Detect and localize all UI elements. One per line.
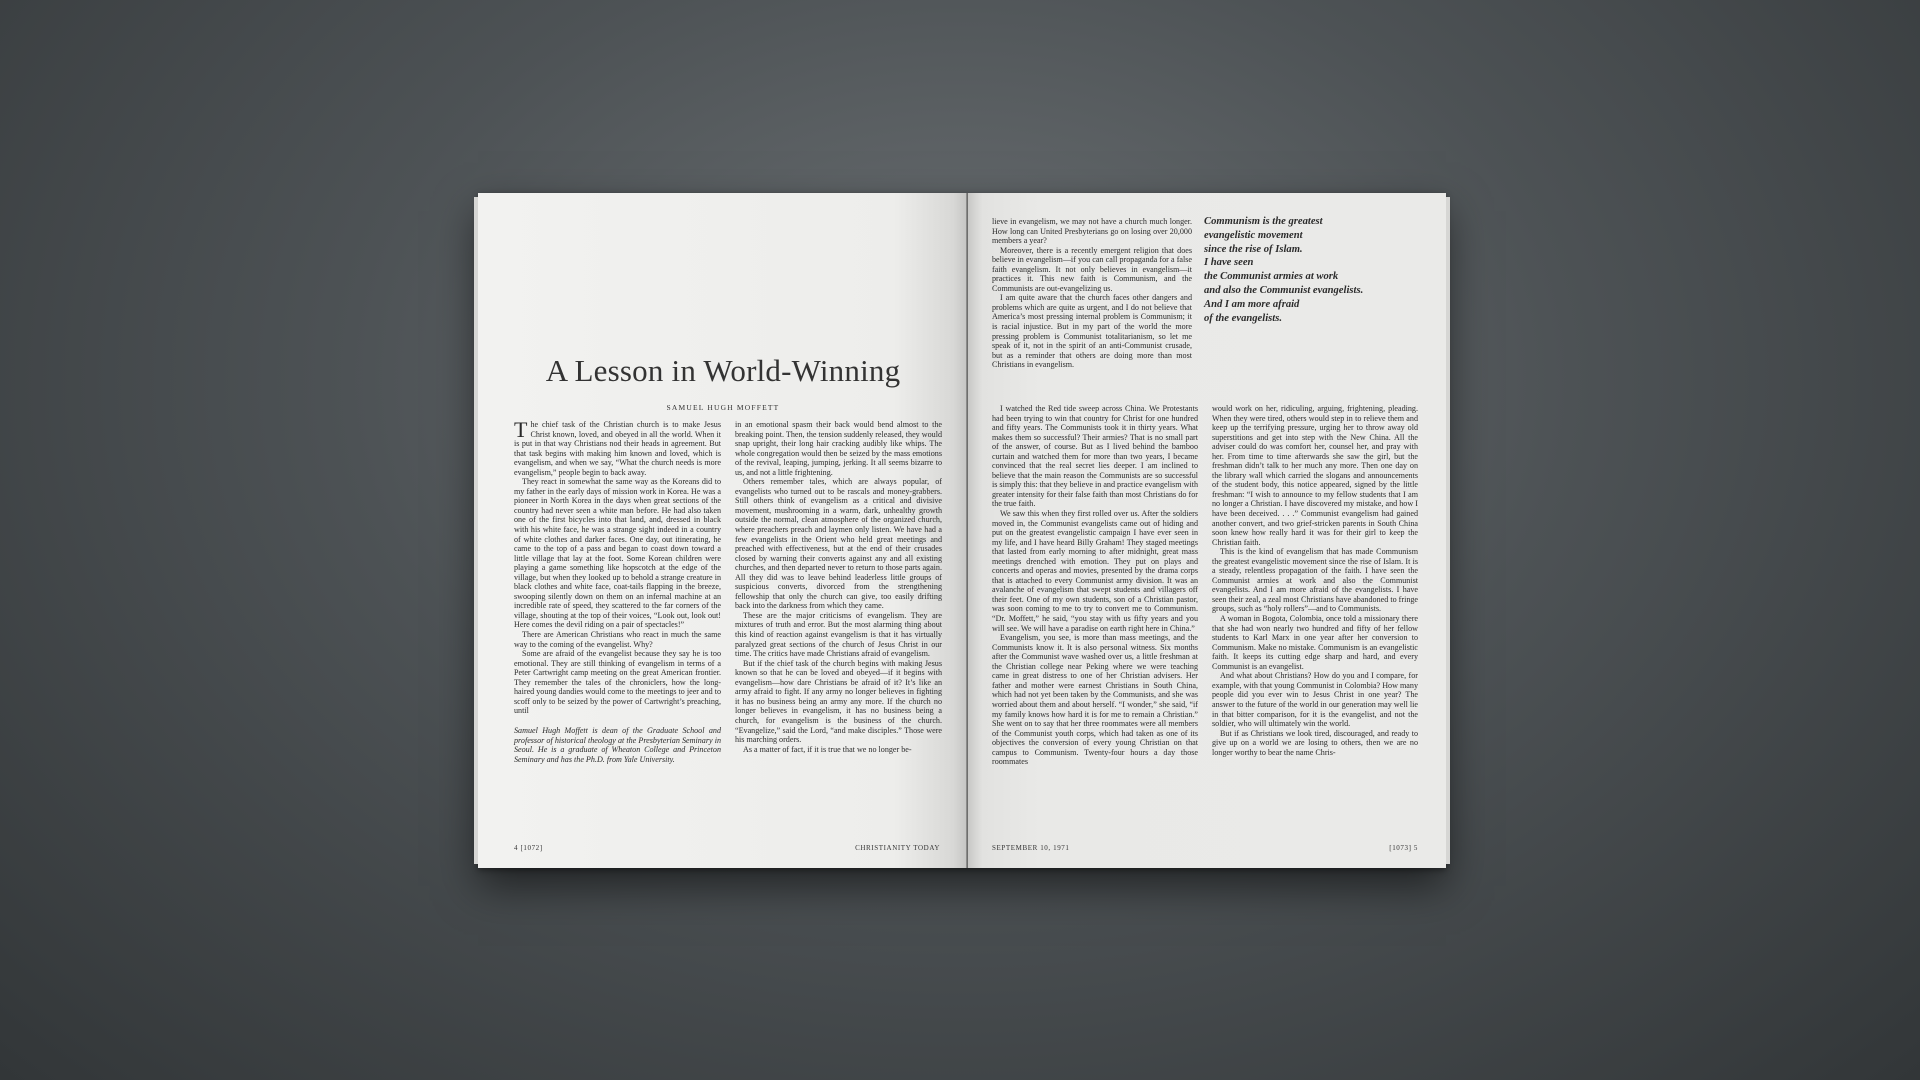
right-top-column	[992, 217, 1192, 370]
author-bio: Samuel Hugh Moffett is dean of the Graduate School and professor of historical theology at the Presbyterian Seminary in Seoul. He is a graduate of Wheaton College and Princeton Seminary and has the Ph.D. from Yale University.	[514, 725, 721, 764]
paragraph: Moreover, there is a recently emergent religion that does believe in evangelism—if you can call propaganda for a false faith evangelism. It not only believes in evangelism—it practices it. This new faith is Communism, and the Communists are out-evangelizing us.	[992, 245, 1192, 293]
paragraph: This is the kind of evangelism that has made Communism the greatest evangelistic movement since the rise of Islam. It is a steady, relentless propagation of the faith. I have seen the Communist armies at work and also the Communist evangelists. And I am more afraid of the evangelists. I have seen their zeal, a zeal most Christians have abandoned to fringe groups, such as “holy rollers”—and to Communists.	[1212, 547, 1418, 614]
paragraph: And what about Christians? How do you and I compare, for example, with that young Communist in Colombia? How many people did you ever win to Jesus Christ in one year? The answer to the future of the world in our generation may well lie in that bitter comparison, for it is the evangelist, and not the soldier, who will ultimately win the world.	[1212, 671, 1418, 729]
paragraph: I watched the Red tide sweep across China. We Protestants had been trying to win that country for Christ for one hundred and fifty years. The Communists took it in thirty years. What makes them so successful? Their armies? That is no small part of the answer, of course. But as I lived behind the bamboo curtain and watched them for more than two years, I became convinced that the real secret lies deeper. I am inclined to believe that the main reason the Communists are so successful is simply this: that they believe in and practice evangelism with greater intensity for their false faith than most Christians do for the true faith.	[992, 404, 1198, 509]
pull-quote-line: evangelistic movement	[1204, 229, 1303, 241]
paragraph: A woman in Bogota, Colombia, once told a missionary there that she had won nearly two hundred and fifty of her fellow students to Karl Marx in one year after her conversion to Communism. Make no mistake. Communism is an evangelistic faith. It keeps its cutting edge sharp and hard, and every Communist is an evangelist.	[1212, 614, 1418, 671]
page-edge-right	[1446, 197, 1450, 864]
pull-quote-line: of the evangelists.	[1204, 312, 1282, 324]
pull-quote-line: I have seen	[1204, 257, 1254, 269]
paragraph: There are American Christians who react in much the same way to the coming of the evangelist. Why?	[514, 630, 721, 649]
page-number-left: 4 [1072]	[514, 844, 543, 852]
magazine-name: CHRISTIANITY TODAY	[855, 844, 940, 852]
paragraph: Evangelism, you see, is more than mass meetings, and the Communists know it. It is also personal witness. Six months after the Communist wave washed over us, a little freshman at the Christian college near Peking where we were teaching came in great distress to one of her Christian advisers. Her father and mother were earnest Christians in South China, which had not yet been taken by the Communists, and she was worried about them and about herself. “I wonder,” she said, “if my family knows how hard it is for me to remain a Christian.” She went on to say that her three roommates were all members of the Communist youth corps, which had taken as one of its objectives the conversion of every young Christian on that campus to Communism. Twenty-four hours a day those roommates	[992, 633, 1198, 767]
paragraph: I am quite aware that the church faces other dangers and problems which are quite as urgent, and I do not believe that America’s most pressing internal problem is Communism; it is racial injustice. But in my part of the world the more pressing problem is Communist totalitarianism, so let me speak of it, not in the spirit of an anti-Communist crusade, but as a reminder that others are doing more than most Christians in evangelism.	[992, 293, 1192, 370]
pull-quote-line: Communism is the greatest	[1204, 216, 1323, 227]
drop-cap: T	[514, 417, 528, 442]
right-column-2	[1212, 404, 1418, 767]
article-byline: SAMUEL HUGH MOFFETT	[666, 403, 780, 412]
paragraph: lieve in evangelism, we may not have a church much longer. How long can United Presbyterians go on losing over 20,000 members a year?	[992, 217, 1192, 246]
paragraph: But if the chief task of the church begins with making Jesus known so that he can be loved and obeyed—if it begins with evangelism—how dare Christians be afraid of it? It’s like an army afraid to fight. If any army no longer believes in fighting it has no business being an army any more. If the church no longer believes in evangelism, it has no business being a church, for evangelism is the business of the church. “Evangelize,” said the Lord, “and make disciples.” Those were his marching orders.	[735, 658, 942, 745]
left-columns	[514, 417, 942, 764]
left-column-2	[735, 420, 942, 764]
paragraph: Some are afraid of the evangelist because they say he is too emotional. They are still thinking of evangelism in terms of a Peter Cartwright camp meeting on the great American frontier. They remember the tales of the chroniclers, how the long-haired young dandies would come to the meetings to jeer and to scoff only to be seized by the power of Cartwright’s preaching, until	[514, 649, 722, 716]
paragraph: The chief task of the Christian church is to make Jesus Christ known, loved, and obeyed in all the world. When it is put in that way Christians nod their heads in agreement. But that task begins with making him known and loved, which is evangelism, and when we say, “What the church needs is more evangelism,” people begin to back away.	[514, 417, 721, 477]
paragraph: But if as Christians we look tired, discouraged, and ready to give up on a world we are losing to others, then we are no longer worthy to bear the name Chris-	[1212, 728, 1418, 757]
paragraph: in an emotional spasm their back would bend almost to the breaking point. Then, the tension suddenly released, they would snap upright, their long hair cracking audibly like whips. The whole congregation would then be seized by the mass emotions of the revival, leaping, jumping, jerking. It all seems bizarre to us, and not a little frightening.	[735, 420, 942, 477]
magazine-spread	[478, 193, 1446, 868]
pull-quote-line: And I am more afraid	[1204, 298, 1300, 310]
paragraph: These are the major criticisms of evangelism. They are mixtures of truth and error. But the most alarming thing about this kind of reaction against evangelism is that it has virtually paralyzed great sections of the church of Jesus Christ in our time. The critics have made Christians afraid of evangelism.	[735, 610, 942, 659]
right-page	[968, 193, 1446, 868]
paragraph: Others remember tales, which are always popular, of evangelists who turned out to be rascals and money-grabbers. Still others think of evangelism as a critical and divisive movement, mushrooming in a warm, dark, unhealthy growth outside the normal, clean atmosphere of the organized church, where preachers preach and laymen only listen. We have had a few evangelists in the Orient who held great meetings and preached with effectiveness, but at the end of their crusades closed by warning their converts against any and all existing churches, and then departed never to return to those parts again. All they did was to leave behind leaderless little groups of suspicious converts, divorced from the strengthening fellowship that only the church can give, too easily drifting back into the darkness from which they came.	[735, 477, 942, 611]
pull-quote-line: and also the Communist evangelists.	[1204, 284, 1364, 296]
right-column-1	[992, 404, 1198, 767]
pull-quote-line: since the rise of Islam.	[1204, 243, 1303, 255]
paragraph: They react in somewhat the same way as the Koreans did to my father in the early days of mission work in Korea. He was a pioneer in North Korea in the days when great sections of the country had never seen a white man before. He had also taken one of the first bicycles into that land, and, dressed in black with his white face, he was a strange sight indeed in a country of white clothes and darker faces. One day, out itinerating, he came to the top of a pass and began to coast down toward a little village that lay at the foot. Some Korean children were playing a game something like hopscotch at the edge of the village, but when they looked up to behold a strange creature in black clothes and white face, coat-tails flapping in the breeze, swooping silently down on them on an infernal machine at an incredible rate of speed, they scattered to the far corners of the village, shouting at the top of their voices, “Look out, look out! Here comes the devil riding on a pair of spectacles!”	[514, 477, 721, 630]
page-number-right: [1073] 5	[1389, 844, 1418, 852]
pull-quote	[1204, 215, 1404, 325]
paragraph: would work on her, ridiculing, arguing, frightening, pleading. When they were tired, others would step in to relieve them and keep up the terrifying pressure, urging her to throw away old superstitions and get into step with the New China. All the adviser could do was comfort her, counsel her, and pray with her. From time to time afterwards she saw the girl, but the freshman didn’t talk to her much any more. Then one day on the library wall which carried the slogans and announcements of the student body, this notice appeared, signed by the little freshman: “I wish to announce to my fellow students that I am no longer a Christian. I have discovered my mistake, and how I have been deceived. . . .” Communist evangelism had gained another convert, and two grief-stricken parents in South China soon knew how really hard it was for their girl to keep the Christian faith.	[1212, 404, 1418, 547]
left-page	[478, 193, 968, 868]
pull-quote-line: the Communist armies at work	[1204, 271, 1339, 283]
paragraph: As a matter of fact, if it is true that we no longer be-	[743, 744, 912, 754]
paragraph: We saw this when they first rolled over us. After the soldiers moved in, the Communist evangelists came out of hiding and put on the greatest evangelistic campaign I have ever seen in my life, and I have heard Billy Graham! They staged meetings that lasted from early morning to after midnight, great mass meetings drenched with emotion. They put on plays and concerts and operas and movies, presented by the drama corps that is attached to every Communist army division. It was an avalanche of evangelism that swept students and villagers off their feet. One of my own students, son of a Christian pastor, was soon coming to me to try to convert me to Communism. “Dr. Moffett,” he said, “you stay with us fifty years and you will see. We will have a paradise on earth right here in China.”	[992, 509, 1198, 633]
issue-date: SEPTEMBER 10, 1971	[992, 844, 1070, 852]
article-title: A Lesson in World-Winning	[545, 353, 901, 388]
right-columns	[992, 404, 1418, 767]
left-column-1	[514, 417, 722, 764]
